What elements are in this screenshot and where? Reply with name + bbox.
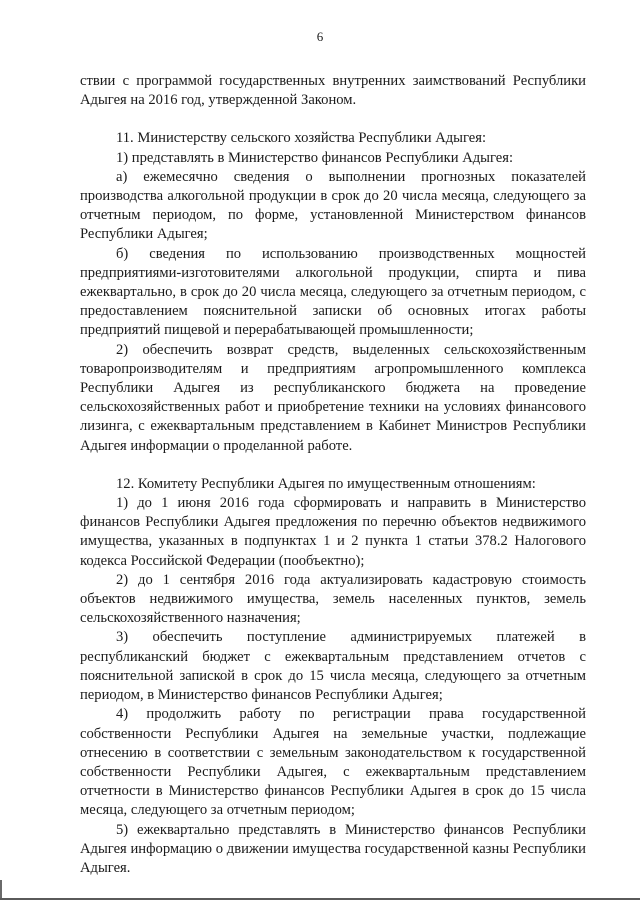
- paragraph-12-2: 2) до 1 сентября 2016 года актуализировать кадастровую стоимость объектов недвижимого имущества, земель населенных пунктов, земель сельскохозяйственного назначения;: [80, 571, 586, 627]
- paragraph-12-1: 1) до 1 июня 2016 года сформировать и направить в Министерство финансов Республики Адыгея предложения по перечню объектов недвижимого имущества, указанных в подпунктах 1 и 2 пункта 1 статьи 378.2 Налогового кодекса Российской Федерации (пообъектно);: [80, 495, 586, 569]
- paragraph-11-2: 2) обеспечить возврат средств, выделенных сельскохозяйственным товаропроизводителям и предприятиям агропромышленного комплекса Республики Адыгея из республиканского бюджета на проведение сельскохозяйственных работ и приобретение техники на условиях финансового лизинга, с ежеквартальным представлением в Кабинет Министров Республики Адыгея информации о проделанной работе.: [80, 341, 586, 454]
- document-body: [80, 72, 586, 878]
- paragraph-11-1-b: б) сведения по использованию производственных мощностей предприятиями-изготовителями алкогольной продукции, спирта и пива ежеквартально, в срок до 20 числа месяца, следующего за отчетным периодом, с предоставлением пояснительной записки об основных итогах работы предприятий пищевой и перерабатывающей промышленности;: [80, 245, 586, 339]
- section-heading-12: 12. Комитету Республики Адыгея по имущественным отношениям:: [116, 475, 536, 492]
- paragraph-12-3: 3) обеспечить поступление администрируемых платежей в республиканский бюджет с ежеквартальным представлением отчетов с пояснительной запиской в срок до 15 числа месяца, следующего за отчетным периодом, в Министерство финансов Республики Адыгея;: [80, 629, 586, 704]
- scan-left-edge: [0, 880, 2, 900]
- paragraph-12-4: 4) продолжить работу по регистрации права государственной собственности Республики Адыгея на земельные участки, подлежащие отнесению в соответствии с земельным законодательством к государственной собственности Республики Адыгея, с ежеквартальным представлением отчетности в Министерство финансов Республики Адыгея в срок до 15 числа месяца, следующего за отчетным периодом;: [80, 706, 586, 819]
- paragraph-11-1: 1) представлять в Министерство финансов Республики Адыгея:: [116, 149, 514, 166]
- scan-bottom-edge: [0, 898, 640, 900]
- paragraph-12-5: 5) ежеквартально представлять в Министерство финансов Республики Адыгея информацию о движении имущества государственной казны Республики Адыгея.: [80, 821, 586, 876]
- page-number: 6: [316, 29, 324, 44]
- paragraph-continuation: ствии с программой государственных внутренних заимствований Республики Адыгея на 2016 год, утвержденной Законом.: [80, 73, 586, 109]
- section-heading-11: 11. Министерству сельского хозяйства Республики Адыгея:: [116, 130, 487, 147]
- paragraph-11-1-a: а) ежемесячно сведения о выполнении прогнозных показателей производства алкогольной продукции в срок до 20 числа месяца, следующего за отчетным периодом, по форме, установленной Министерством финансов Республики Адыгея;: [80, 168, 586, 243]
